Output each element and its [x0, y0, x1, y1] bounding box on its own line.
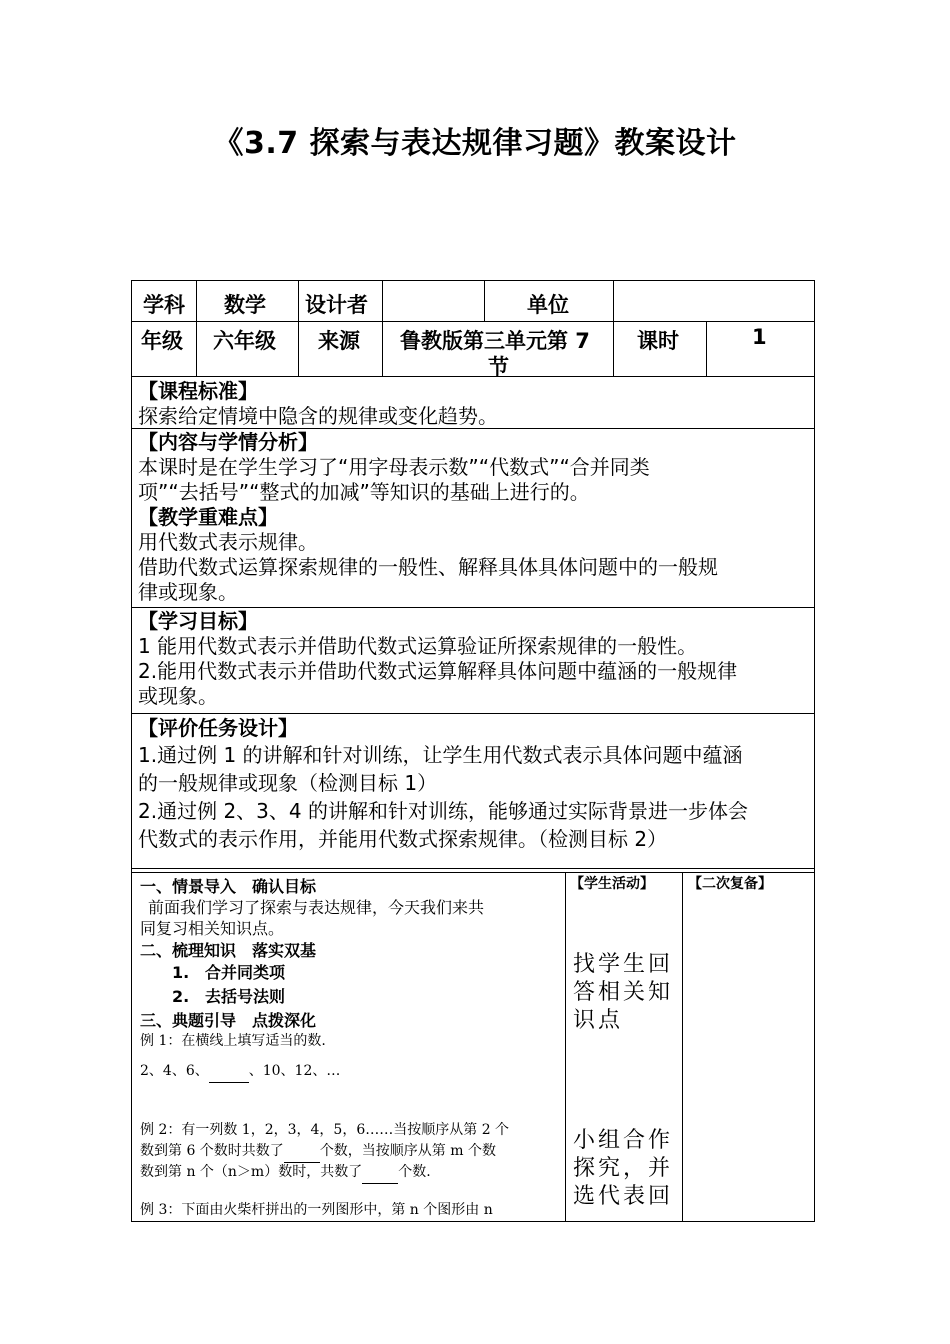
example-2: 例 2：有一列数 1，2，3，4，5，6……当按顺序从第 2 个	[140, 1122, 510, 1138]
section-text: 本课时是在学生学习了“用字母表示数”“代数式”“合并同类	[138, 455, 650, 479]
section-text: 2.通过例 2、3、4 的讲解和针对训练，能够通过实际背景进一步体会	[138, 799, 748, 823]
subject-value: 数学	[224, 293, 266, 317]
activity-text: 答相关知	[573, 980, 674, 1005]
answer-blank	[362, 1162, 398, 1184]
divider	[565, 872, 566, 1222]
section-learning-goals	[138, 609, 814, 709]
section-title: 【课程标准】	[138, 379, 258, 403]
section-text: 探索给定情境中隐含的规律或变化趋势。	[138, 404, 498, 428]
subject-label: 学科	[143, 293, 185, 317]
sequence-end: 、10、12、…	[248, 1063, 341, 1079]
divider	[484, 280, 485, 322]
source-value-cont: 节	[488, 355, 509, 379]
list-number: 1.	[172, 963, 190, 982]
answer-blank	[209, 1061, 249, 1083]
activity-text: 找学生回	[573, 952, 674, 977]
section-analysis	[138, 430, 814, 605]
activity-text: 选代表回	[573, 1184, 674, 1209]
document-title: 《3.7 探索与表达规律习题》教案设计	[213, 126, 737, 161]
section-text: 律或现象。	[138, 580, 238, 604]
grade-label: 年级	[141, 329, 183, 353]
hours-value: 1	[752, 325, 767, 349]
divider	[131, 713, 815, 714]
divider	[382, 280, 383, 376]
step-heading: 三、典题引导 点拨深化	[140, 1011, 317, 1030]
grade-value: 六年级	[213, 329, 276, 353]
example-2-text: 数到第 n 个（n＞m）数时，共数了	[140, 1164, 363, 1180]
designer-label: 设计者	[305, 293, 368, 317]
example-2-line	[140, 1141, 496, 1163]
student-activity	[573, 951, 673, 1035]
section-text: 或现象。	[138, 684, 218, 708]
section-text: 的一般规律或现象（检测目标 1）	[138, 771, 438, 795]
second-prep-header: 【二次复备】	[688, 876, 772, 892]
divider	[131, 868, 815, 869]
example-2-text: 数到第 6 个数时共数了	[140, 1143, 284, 1159]
unit-label: 单位	[527, 293, 569, 317]
divider	[131, 872, 815, 873]
divider	[613, 280, 614, 376]
source-label: 来源	[318, 329, 360, 353]
section-curriculum-standard	[138, 379, 814, 429]
section-text: 代数式的表示作用，并能用代数式探索规律。（检测目标 2）	[138, 827, 668, 851]
divider	[131, 321, 815, 322]
student-activity-header: 【学生活动】	[570, 876, 654, 892]
divider	[131, 607, 815, 608]
step-heading: 二、梳理知识 落实双基	[140, 941, 317, 960]
list-item: 合并同类项	[205, 963, 286, 982]
intro-text: 前面我们学习了探索与表达规律，今天我们来共	[148, 898, 485, 917]
activity-text: 小组合作	[573, 1128, 674, 1153]
example-2-text: 个数.	[398, 1164, 431, 1180]
list-item: 去括号法则	[205, 987, 286, 1006]
divider	[131, 428, 815, 429]
section-title: 【评价任务设计】	[138, 716, 298, 740]
divider	[131, 376, 815, 377]
student-activity	[573, 1127, 673, 1211]
activity-text: 探究，并	[573, 1156, 674, 1181]
section-text: 1 能用代数式表示并借助代数式运算验证所探索规律的一般性。	[138, 634, 698, 658]
list-number: 2.	[172, 987, 190, 1006]
divider	[706, 321, 707, 376]
section-text: 项”“去括号”“整式的加减”等知识的基础上进行的。	[138, 480, 590, 504]
intro-text: 同复习相关知识点。	[140, 919, 285, 938]
source-value: 鲁教版第三单元第 7	[400, 329, 590, 353]
divider	[682, 872, 683, 1222]
sequence-line	[140, 1061, 340, 1083]
section-text: 用代数式表示规律。	[138, 530, 318, 554]
divider	[298, 280, 299, 376]
hours-label: 课时	[637, 329, 679, 353]
example-3: 例 3：下面由火柴杆拼出的一列图形中，第 n 个图形由 n	[140, 1202, 493, 1218]
example-2-text: 个数，当按顺序从第 m 个数	[319, 1143, 496, 1159]
section-text: 1.通过例 1 的讲解和针对训练，让学生用代数式表示具体问题中蕴涵	[138, 743, 743, 767]
answer-blank	[284, 1141, 320, 1163]
activity-text: 识点	[573, 1008, 624, 1033]
section-title: 【内容与学情分析】	[138, 430, 318, 454]
sequence-start: 2、4、6、	[140, 1063, 209, 1079]
section-title: 【教学重难点】	[138, 505, 278, 529]
example-2-line	[140, 1162, 431, 1184]
step-heading: 一、情景导入 确认目标	[140, 877, 317, 896]
section-text: 借助代数式运算探索规律的一般性、解释具体具体问题中的一般规	[138, 555, 718, 579]
section-evaluation	[138, 716, 814, 853]
example-1: 例 1：在横线上填写适当的数.	[140, 1033, 326, 1049]
divider	[196, 280, 197, 376]
section-title: 【学习目标】	[138, 609, 258, 633]
section-text: 2.能用代数式表示并借助代数式运算解释具体问题中蕴涵的一般规律	[138, 659, 738, 683]
